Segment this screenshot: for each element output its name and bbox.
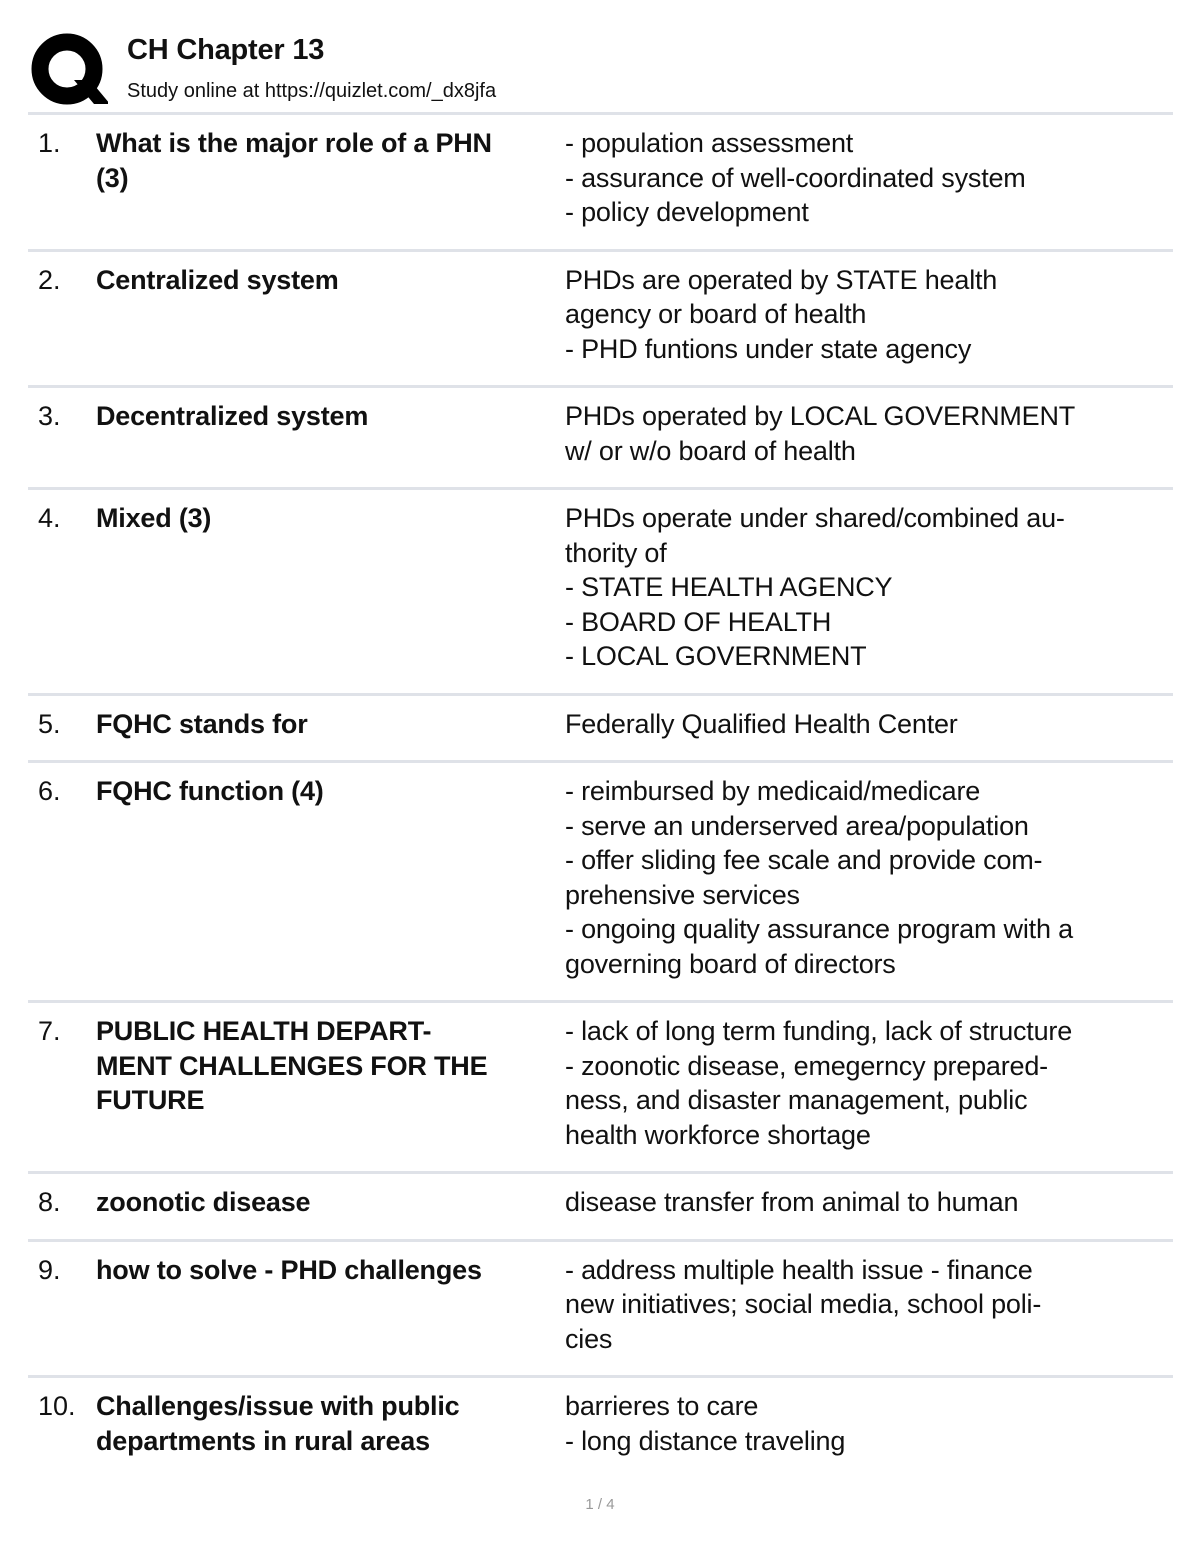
card-definition	[565, 501, 1165, 674]
table-row	[28, 115, 1173, 252]
definition-line: - reimbursed by medicaid/medicare	[565, 776, 981, 806]
term-line: departments in rural areas	[96, 1425, 430, 1456]
card-term	[96, 501, 566, 536]
card-number: 7.	[38, 1016, 61, 1046]
term-line: FUTURE	[96, 1085, 205, 1115]
definition-line: - PHD funtions under state agency	[565, 333, 972, 364]
card-term	[96, 1014, 566, 1118]
definition-line: - LOCAL GOVERNMENT	[565, 641, 867, 671]
definition-line: PHDs are operated by STATE health	[565, 264, 998, 295]
definition-line: disease transfer from animal to human	[565, 1187, 1019, 1217]
definition-line: - address multiple health issue - finance	[565, 1254, 1033, 1285]
definition-line: thority of	[565, 537, 667, 568]
definition-line: - BOARD OF HEALTH	[565, 606, 832, 637]
definition-line: prehensive services	[565, 879, 800, 910]
term-line: Decentralized system	[96, 401, 369, 431]
card-number: 2.	[38, 264, 61, 295]
term-line: Mixed (3)	[96, 503, 212, 533]
table-row	[28, 1003, 1173, 1174]
card-term	[96, 1389, 566, 1458]
definition-line: barrieres to care	[565, 1391, 759, 1421]
table-row	[28, 1174, 1173, 1242]
term-line: FQHC function (4)	[96, 776, 324, 806]
definition-line: - serve an underserved area/population	[565, 810, 1029, 841]
table-row	[28, 1242, 1173, 1379]
definition-line: ness, and disaster management, public	[565, 1085, 1028, 1115]
definition-line: PHDs operate under shared/combined au-	[565, 503, 1065, 533]
definition-line: - zoonotic disease, emegerncy prepared-	[565, 1050, 1048, 1081]
card-definition	[565, 1253, 1165, 1357]
term-line: MENT CHALLENGES FOR THE	[96, 1050, 488, 1081]
table-row	[28, 388, 1173, 490]
table-row	[28, 696, 1173, 764]
term-line: FQHC stands for	[96, 708, 308, 739]
card-term	[96, 774, 566, 809]
card-number: 8.	[38, 1187, 61, 1217]
card-definition	[565, 1389, 1165, 1458]
card-number: 5.	[38, 708, 61, 739]
definition-line: - policy development	[565, 197, 809, 227]
quizlet-q-logo-icon	[30, 32, 108, 110]
definition-line: health workforce shortage	[565, 1119, 871, 1150]
card-definition	[565, 263, 1165, 367]
definition-line: - offer sliding fee scale and provide com-	[565, 845, 1043, 875]
table-row	[28, 763, 1173, 1003]
card-definition	[565, 399, 1165, 468]
term-line: (3)	[96, 162, 129, 193]
card-term	[96, 1185, 566, 1220]
set-title: CH Chapter 13	[127, 34, 325, 66]
definition-line: new initiatives; social media, school poli-	[565, 1289, 1042, 1319]
definition-line: - STATE HEALTH AGENCY	[565, 572, 893, 602]
definition-line: - lack of long term funding, lack of structure	[565, 1016, 1073, 1046]
card-definition	[565, 707, 1165, 742]
card-number: 3.	[38, 401, 61, 431]
term-line: What is the major role of a PHN	[96, 128, 492, 158]
card-term	[96, 263, 566, 298]
definition-line: Federally Qualified Health Center	[565, 708, 958, 739]
definition-line: - long distance traveling	[565, 1425, 846, 1456]
term-line: zoonotic disease	[96, 1187, 311, 1217]
card-number: 4.	[38, 503, 61, 533]
card-definition	[565, 1014, 1165, 1152]
page-header	[28, 28, 1173, 110]
definition-line: - ongoing quality assurance program with a	[565, 914, 1073, 944]
term-line: Centralized system	[96, 264, 339, 295]
definition-line: - assurance of well-coordinated system	[565, 162, 1026, 193]
table-row	[28, 252, 1173, 389]
definition-line: governing board of directors	[565, 948, 896, 979]
card-number: 1.	[38, 128, 61, 158]
card-term	[96, 1253, 566, 1288]
table-row	[28, 1378, 1173, 1480]
card-definition	[565, 126, 1165, 230]
card-term	[96, 399, 566, 434]
definition-line: w/ or w/o board of health	[565, 435, 856, 466]
table-row	[28, 490, 1173, 696]
definition-line: PHDs operated by LOCAL GOVERNMENT	[565, 401, 1076, 431]
flashcard-list	[28, 115, 1173, 1480]
card-number: 9.	[38, 1254, 61, 1285]
card-number: 10.	[38, 1391, 76, 1421]
term-line: Challenges/issue with public	[96, 1391, 460, 1421]
study-online-link[interactable]: Study online at https://quizlet.com/_dx8jfa	[127, 80, 497, 102]
definition-line: agency or board of health	[565, 299, 867, 329]
card-definition	[565, 774, 1165, 981]
card-number: 6.	[38, 776, 61, 806]
definition-line: cies	[565, 1323, 613, 1354]
page-number: 1 / 4	[585, 1496, 615, 1513]
term-line: how to solve - PHD challenges	[96, 1254, 482, 1285]
card-term	[96, 707, 566, 742]
definition-line: - population assessment	[565, 128, 854, 158]
term-line: PUBLIC HEALTH DEPART-	[96, 1016, 432, 1046]
card-definition	[565, 1185, 1165, 1220]
card-term	[96, 126, 566, 195]
